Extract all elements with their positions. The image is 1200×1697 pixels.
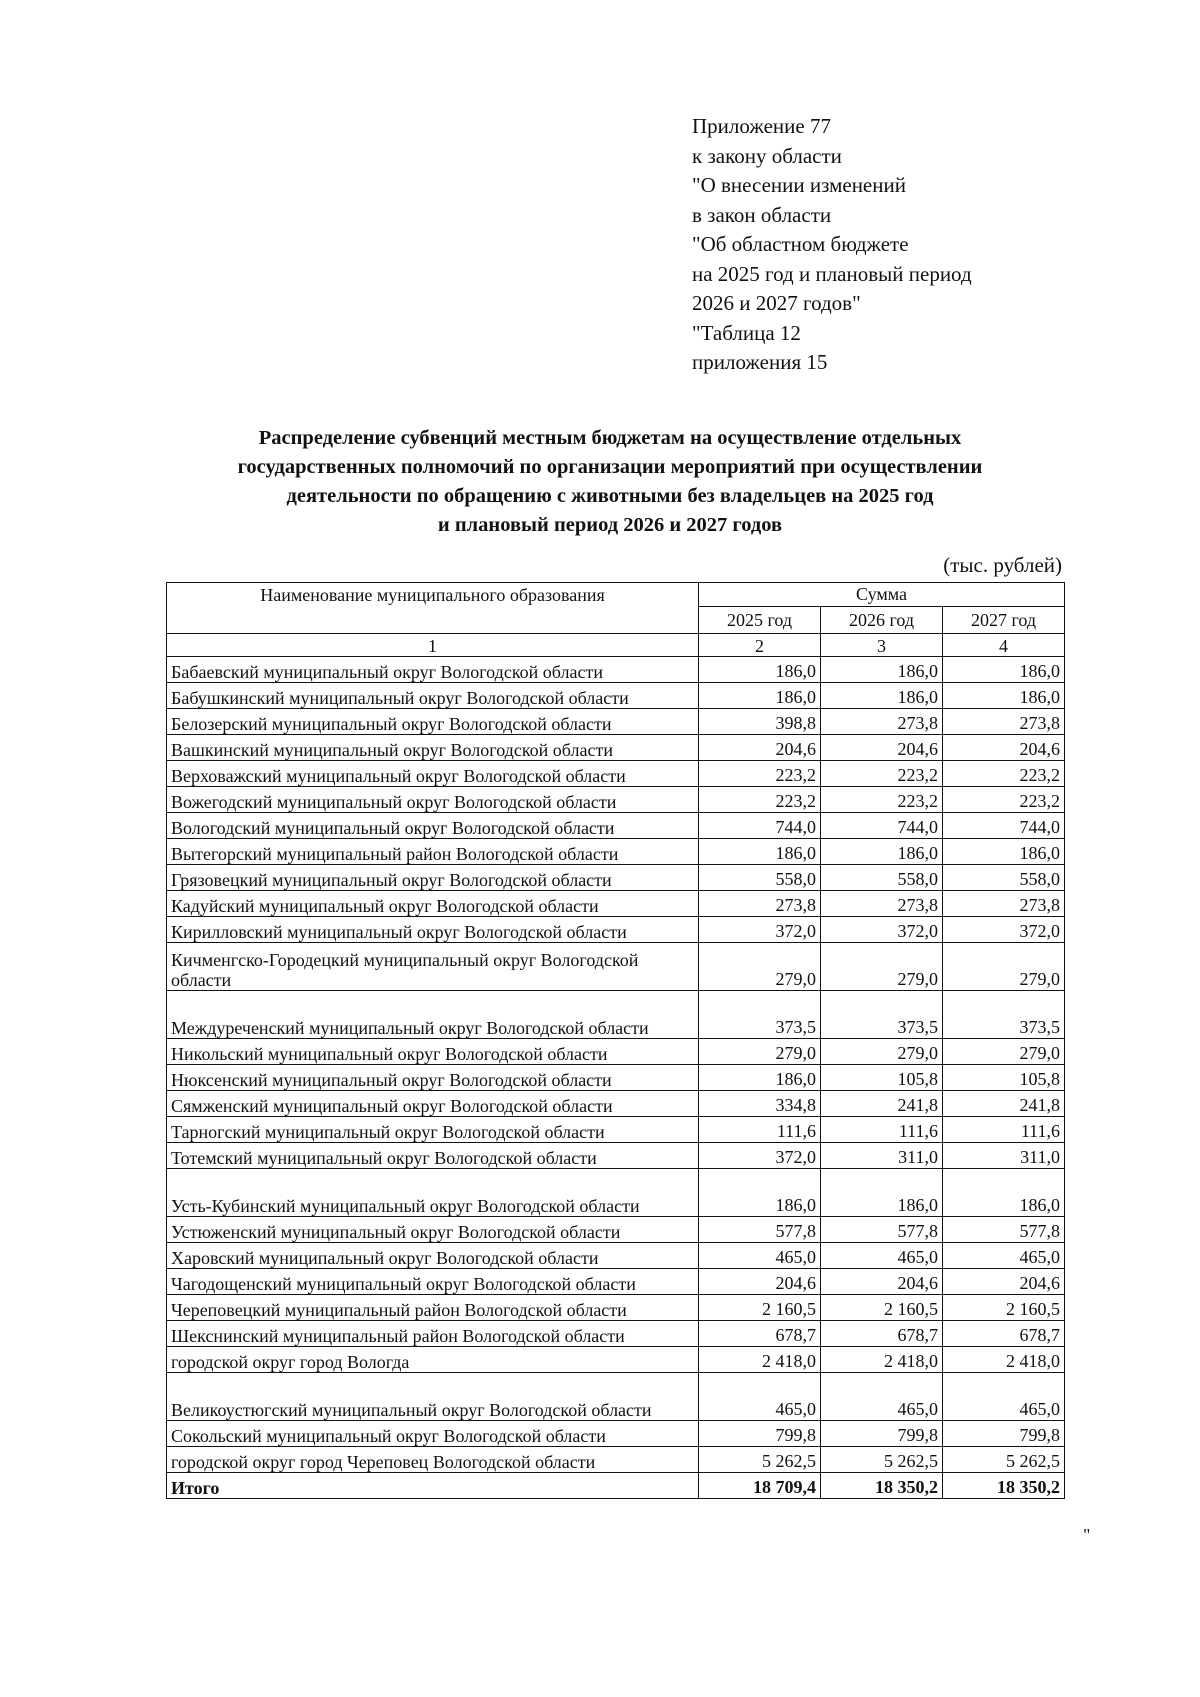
value-2026-cell: 5 262,5 [821, 1447, 943, 1473]
value-2027-cell: 105,8 [943, 1065, 1065, 1091]
table-row [167, 683, 1065, 709]
value-2027-cell: 558,0 [943, 865, 1065, 891]
value-2025-cell: 5 262,5 [699, 1447, 821, 1473]
value-2025-cell: 372,0 [699, 1143, 821, 1169]
appendix-line: 2026 и 2027 годов" [692, 291, 861, 315]
table-row [167, 1243, 1065, 1269]
value-2026-cell: 2 418,0 [821, 1347, 943, 1373]
table-row [167, 787, 1065, 813]
table-row [167, 1269, 1065, 1295]
value-2026-cell: 279,0 [821, 1039, 943, 1065]
value-2025-cell: 204,6 [699, 1269, 821, 1295]
municipality-name-cell: Кирилловский муниципальный округ Вологодской области [167, 917, 699, 943]
municipality-name-cell: городской округ город Вологда [167, 1347, 699, 1373]
title-line: и плановый период 2026 и 2027 годов [437, 514, 783, 536]
value-2025-cell: 577,8 [699, 1217, 821, 1243]
title-line: деятельности по обращению с животными без владельцев на 2025 год [286, 485, 934, 507]
table-row [167, 1347, 1065, 1373]
municipality-name-cell: городской округ город Череповец Вологодской области [167, 1447, 699, 1473]
appendix-line: Приложение 77 [692, 114, 831, 138]
value-2027-cell: 223,2 [943, 787, 1065, 813]
value-2027-cell: 373,5 [943, 991, 1065, 1039]
total-2026-cell: 18 350,2 [821, 1473, 943, 1499]
column-index-row [167, 634, 1065, 657]
value-2026-cell: 273,8 [821, 891, 943, 917]
value-2025-cell: 2 160,5 [699, 1295, 821, 1321]
value-2027-cell: 2 160,5 [943, 1295, 1065, 1321]
value-2025-cell: 398,8 [699, 709, 821, 735]
value-2026-cell: 204,6 [821, 735, 943, 761]
value-2026-cell: 241,8 [821, 1091, 943, 1117]
municipality-name-cell: Верховажский муниципальный округ Вологодской области [167, 761, 699, 787]
value-2026-cell: 105,8 [821, 1065, 943, 1091]
value-2026-cell: 223,2 [821, 787, 943, 813]
value-2027-cell: 5 262,5 [943, 1447, 1065, 1473]
value-2025-cell: 465,0 [699, 1243, 821, 1269]
value-2027-cell: 186,0 [943, 683, 1065, 709]
value-2027-cell: 273,8 [943, 891, 1065, 917]
total-2027-cell: 18 350,2 [943, 1473, 1065, 1499]
title-line: Распределение субвенций местным бюджетам на осуществление отдельных [258, 427, 962, 449]
total-row [167, 1473, 1065, 1499]
value-2026-cell: 186,0 [821, 1169, 943, 1217]
value-2025-cell: 223,2 [699, 787, 821, 813]
document-title [160, 424, 1060, 540]
municipality-name-cell: Междуреченский муниципальный округ Вологодской области [167, 991, 699, 1039]
value-2026-cell: 186,0 [821, 839, 943, 865]
value-2026-cell: 465,0 [821, 1373, 943, 1421]
value-2025-cell: 279,0 [699, 1039, 821, 1065]
index-cell: 3 [821, 634, 943, 657]
table-row [167, 1217, 1065, 1243]
units-label: (тыс. рублей) [943, 553, 1062, 577]
value-2025-cell: 465,0 [699, 1373, 821, 1421]
table-row [167, 709, 1065, 735]
value-2027-cell: 372,0 [943, 917, 1065, 943]
municipality-name-cell: Белозерский муниципальный округ Вологодской области [167, 709, 699, 735]
header-row [167, 583, 1065, 607]
value-2025-cell: 279,0 [699, 943, 821, 991]
table-row [167, 943, 1065, 991]
municipality-name-cell: Вожегодский муниципальный округ Вологодской области [167, 787, 699, 813]
closing-quote: " [1083, 1525, 1091, 1545]
value-2026-cell: 2 160,5 [821, 1295, 943, 1321]
table-row [167, 891, 1065, 917]
appendix-line: "Об областном бюджете [692, 232, 909, 256]
table-row [167, 1295, 1065, 1321]
municipality-name-cell: Бабаевский муниципальный округ Вологодской области [167, 657, 699, 683]
value-2026-cell: 744,0 [821, 813, 943, 839]
value-2027-cell: 311,0 [943, 1143, 1065, 1169]
header-year-2025: 2025 год [699, 607, 821, 634]
index-cell: 2 [699, 634, 821, 657]
table-row [167, 1169, 1065, 1217]
table-row [167, 1065, 1065, 1091]
municipality-name-cell: Череповецкий муниципальный район Вологодской области [167, 1295, 699, 1321]
table-row [167, 735, 1065, 761]
appendix-line: в закон области [692, 202, 832, 227]
value-2025-cell: 186,0 [699, 1065, 821, 1091]
title-line: государственных полномочий по организации мероприятий при осуществлении [237, 456, 983, 478]
appendix-heading [692, 112, 972, 378]
municipality-name-cell: Сямженский муниципальный округ Вологодской области [167, 1091, 699, 1117]
value-2025-cell: 273,8 [699, 891, 821, 917]
value-2027-cell: 465,0 [943, 1373, 1065, 1421]
value-2025-cell: 2 418,0 [699, 1347, 821, 1373]
municipality-name-cell: Устюженский муниципальный округ Вологодской области [167, 1217, 699, 1243]
municipality-name-cell: Вашкинский муниципальный округ Вологодской области [167, 735, 699, 761]
value-2027-cell: 678,7 [943, 1321, 1065, 1347]
value-2026-cell: 678,7 [821, 1321, 943, 1347]
table-row [167, 1421, 1065, 1447]
table-row [167, 1373, 1065, 1421]
value-2026-cell: 373,5 [821, 991, 943, 1039]
table-row [167, 1143, 1065, 1169]
municipality-name-cell: Никольский муниципальный округ Вологодской области [167, 1039, 699, 1065]
subvention-table [166, 582, 1065, 1499]
table-row [167, 917, 1065, 943]
table-row [167, 1321, 1065, 1347]
value-2026-cell: 273,8 [821, 709, 943, 735]
municipality-name-cell: Вытегорский муниципальный район Вологодской области [167, 839, 699, 865]
value-2025-cell: 373,5 [699, 991, 821, 1039]
value-2027-cell: 204,6 [943, 1269, 1065, 1295]
value-2027-cell: 744,0 [943, 813, 1065, 839]
value-2027-cell: 241,8 [943, 1091, 1065, 1117]
municipality-name-cell: Великоустюгский муниципальный округ Вологодской области [167, 1373, 699, 1421]
municipality-name-cell: Сокольский муниципальный округ Вологодской области [167, 1421, 699, 1447]
table-row [167, 1447, 1065, 1473]
table-row [167, 839, 1065, 865]
table-row [167, 991, 1065, 1039]
value-2025-cell: 558,0 [699, 865, 821, 891]
appendix-line: "О внесении изменений [692, 173, 906, 197]
municipality-name-cell: Харовский муниципальный округ Вологодской области [167, 1243, 699, 1269]
municipality-name-cell: Усть-Кубинский муниципальный округ Вологодской области [167, 1169, 699, 1217]
municipality-name-cell: Шекснинский муниципальный район Вологодской области [167, 1321, 699, 1347]
value-2025-cell: 186,0 [699, 839, 821, 865]
total-2025-cell: 18 709,4 [699, 1473, 821, 1499]
value-2025-cell: 334,8 [699, 1091, 821, 1117]
table-row [167, 1039, 1065, 1065]
total-label-cell: Итого [167, 1473, 699, 1499]
value-2026-cell: 465,0 [821, 1243, 943, 1269]
table-row [167, 1091, 1065, 1117]
value-2027-cell: 186,0 [943, 839, 1065, 865]
value-2025-cell: 204,6 [699, 735, 821, 761]
appendix-line: приложения 15 [692, 350, 828, 374]
value-2025-cell: 111,6 [699, 1117, 821, 1143]
value-2027-cell: 223,2 [943, 761, 1065, 787]
value-2027-cell: 111,6 [943, 1117, 1065, 1143]
municipality-name-cell: Нюксенский муниципальный округ Вологодской области [167, 1065, 699, 1091]
value-2027-cell: 465,0 [943, 1243, 1065, 1269]
value-2027-cell: 186,0 [943, 1169, 1065, 1217]
value-2026-cell: 279,0 [821, 943, 943, 991]
value-2027-cell: 273,8 [943, 709, 1065, 735]
value-2026-cell: 111,6 [821, 1117, 943, 1143]
value-2026-cell: 799,8 [821, 1421, 943, 1447]
table-row [167, 761, 1065, 787]
value-2025-cell: 799,8 [699, 1421, 821, 1447]
value-2027-cell: 204,6 [943, 735, 1065, 761]
value-2027-cell: 799,8 [943, 1421, 1065, 1447]
value-2026-cell: 577,8 [821, 1217, 943, 1243]
value-2027-cell: 279,0 [943, 943, 1065, 991]
value-2025-cell: 744,0 [699, 813, 821, 839]
value-2026-cell: 186,0 [821, 683, 943, 709]
table-row [167, 813, 1065, 839]
value-2025-cell: 372,0 [699, 917, 821, 943]
value-2027-cell: 2 418,0 [943, 1347, 1065, 1373]
table-row [167, 865, 1065, 891]
municipality-name-cell: Кичменгско-Городецкий муниципальный округ Вологодской области [167, 943, 699, 991]
value-2026-cell: 223,2 [821, 761, 943, 787]
value-2027-cell: 186,0 [943, 657, 1065, 683]
header-year-2026: 2026 год [821, 607, 943, 634]
value-2025-cell: 186,0 [699, 657, 821, 683]
appendix-line: к закону области [692, 143, 842, 168]
table-row [167, 657, 1065, 683]
municipality-name-cell: Тарногский муниципальный округ Вологодской области [167, 1117, 699, 1143]
value-2026-cell: 186,0 [821, 657, 943, 683]
municipality-name-cell: Кадуйский муниципальный округ Вологодской области [167, 891, 699, 917]
index-cell: 1 [167, 634, 699, 657]
value-2025-cell: 678,7 [699, 1321, 821, 1347]
value-2026-cell: 372,0 [821, 917, 943, 943]
index-cell: 4 [943, 634, 1065, 657]
value-2026-cell: 311,0 [821, 1143, 943, 1169]
municipality-name-cell: Чагодощенский муниципальный округ Вологодской области [167, 1269, 699, 1295]
value-2027-cell: 279,0 [943, 1039, 1065, 1065]
table-row [167, 1117, 1065, 1143]
municipality-name-cell: Вологодский муниципальный округ Вологодской области [167, 813, 699, 839]
municipality-name-cell: Грязовецкий муниципальный округ Вологодской области [167, 865, 699, 891]
appendix-line: "Таблица 12 [692, 320, 801, 345]
municipality-name-cell: Бабушкинский муниципальный округ Вологодской области [167, 683, 699, 709]
value-2026-cell: 204,6 [821, 1269, 943, 1295]
header-year-2027: 2027 год [943, 607, 1065, 634]
appendix-line: на 2025 год и плановый период [692, 261, 972, 286]
municipality-name-cell: Тотемский муниципальный округ Вологодской области [167, 1143, 699, 1169]
value-2025-cell: 186,0 [699, 1169, 821, 1217]
value-2025-cell: 223,2 [699, 761, 821, 787]
value-2025-cell: 186,0 [699, 683, 821, 709]
header-name: Наименование муниципального образования [167, 583, 699, 634]
header-sum: Сумма [699, 583, 1065, 607]
value-2027-cell: 577,8 [943, 1217, 1065, 1243]
value-2026-cell: 558,0 [821, 865, 943, 891]
